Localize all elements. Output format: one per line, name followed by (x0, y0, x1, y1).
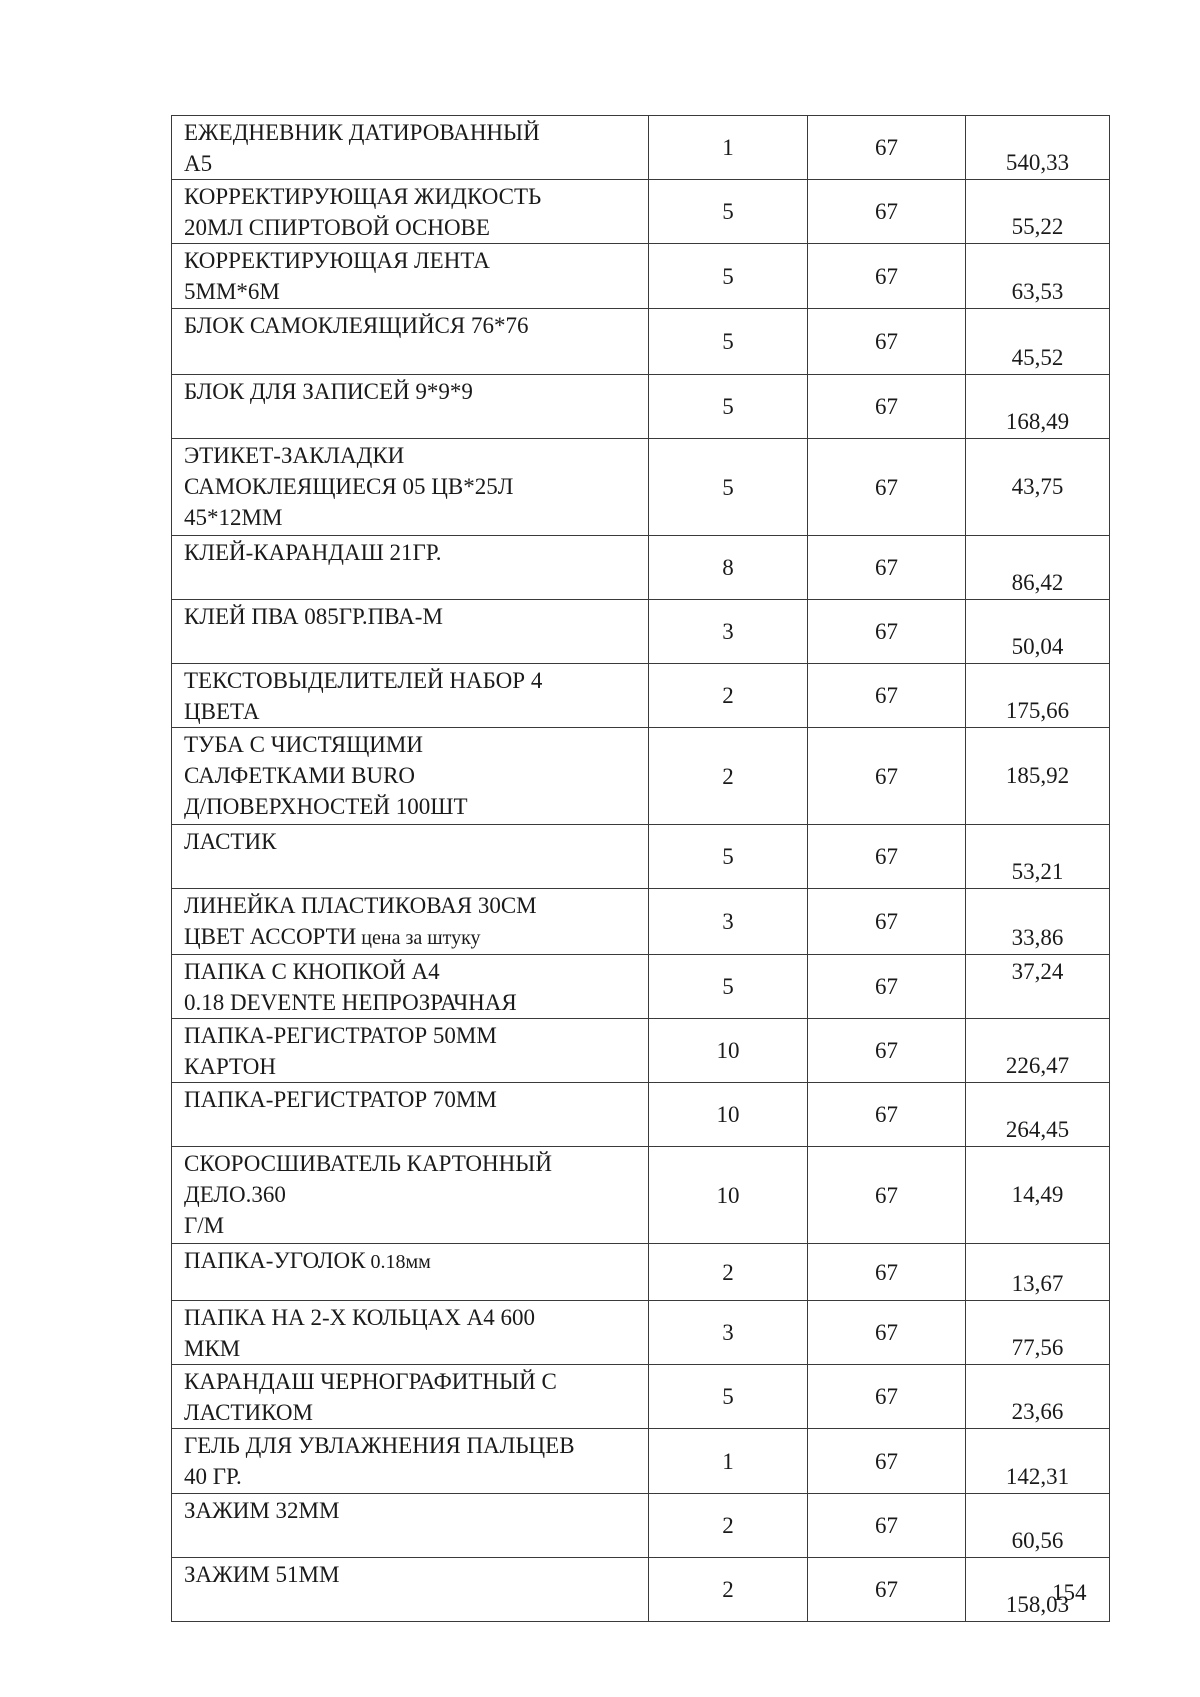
quantity-cell: 2 (649, 1244, 808, 1301)
table-row (172, 1429, 1110, 1494)
price-cell: 540,33 (966, 116, 1110, 180)
table-row (172, 1365, 1110, 1429)
code-cell: 67 (808, 116, 966, 180)
item-name-note: 0.18мм (365, 1251, 431, 1273)
table-row (172, 955, 1110, 1019)
code-cell: 67 (808, 664, 966, 728)
table-row (172, 309, 1110, 375)
table-row (172, 180, 1110, 244)
code-cell: 67 (808, 600, 966, 664)
price-cell: 50,04 (966, 600, 1110, 664)
table-row (172, 439, 1110, 536)
quantity-cell: 5 (649, 375, 808, 439)
item-name-line: ЛАСТИКОМ (184, 1400, 313, 1425)
price-cell: 226,47 (966, 1019, 1110, 1083)
price-cell: 60,56 (966, 1494, 1110, 1558)
item-name-text: ПАПКА-УГОЛОК (184, 1248, 366, 1273)
price-cell: 14,49 (966, 1147, 1110, 1244)
item-name-line: ПАПКА-РЕГИСТРАТОР 70ММ (184, 1087, 497, 1112)
table-row (172, 825, 1110, 889)
item-name-cell (172, 309, 649, 375)
item-name-line: КЛЕЙ-КАРАНДАШ 21ГР. (184, 540, 442, 565)
item-name-line (184, 1245, 642, 1278)
items-table-body (172, 116, 1110, 1622)
item-name-line (184, 1526, 642, 1557)
table-row (172, 1147, 1110, 1244)
item-name-cell (172, 180, 649, 244)
item-name-cell (172, 955, 649, 1019)
price-cell: 175,66 (966, 664, 1110, 728)
item-name-text: ЦВЕТ АССОРТИ (184, 924, 357, 949)
quantity-cell: 3 (649, 1301, 808, 1365)
item-name-cell (172, 1083, 649, 1147)
price-cell: 53,21 (966, 825, 1110, 889)
item-name-line (184, 568, 642, 599)
table-row (172, 600, 1110, 664)
item-name-line: 5ММ*6М (184, 279, 280, 304)
code-cell: 67 (808, 439, 966, 536)
price-cell: 63,53 (966, 244, 1110, 309)
item-name-cell (172, 1244, 649, 1301)
item-name-line: ЛИНЕЙКА ПЛАСТИКОВАЯ 30СМ (184, 893, 537, 918)
quantity-cell: 2 (649, 1558, 808, 1622)
item-name-cell (172, 825, 649, 889)
item-name-line: ТЕКСТОВЫДЕЛИТЕЛЕЙ НАБОР 4 (184, 668, 543, 693)
table-row (172, 1244, 1110, 1301)
item-name-line: 40 ГР. (184, 1464, 242, 1489)
item-name-line: ПАПКА С КНОПКОЙ А4 (184, 959, 440, 984)
quantity-cell: 1 (649, 1429, 808, 1494)
quantity-cell: 5 (649, 309, 808, 375)
item-name-line: ТУБА С ЧИСТЯЩИМИ (184, 732, 423, 757)
code-cell: 67 (808, 1244, 966, 1301)
quantity-cell: 10 (649, 1147, 808, 1244)
item-name-cell (172, 600, 649, 664)
item-name-cell (172, 1019, 649, 1083)
item-name-line: ЭТИКЕТ-ЗАКЛАДКИ (184, 443, 405, 468)
item-name-line (184, 921, 642, 954)
quantity-cell: 5 (649, 825, 808, 889)
table-row (172, 664, 1110, 728)
table-row (172, 1019, 1110, 1083)
item-name-cell (172, 536, 649, 600)
code-cell: 67 (808, 309, 966, 375)
code-cell: 67 (808, 1083, 966, 1147)
code-cell: 67 (808, 955, 966, 1019)
items-table (171, 115, 1110, 1622)
code-cell: 67 (808, 1494, 966, 1558)
price-cell: 33,86 (966, 889, 1110, 955)
quantity-cell: 5 (649, 244, 808, 309)
table-row (172, 375, 1110, 439)
price-cell: 23,66 (966, 1365, 1110, 1429)
item-name-line: КЛЕЙ ПВА 085ГР.ПВА-М (184, 604, 443, 629)
code-cell: 67 (808, 1558, 966, 1622)
item-name-cell (172, 1558, 649, 1622)
item-name-cell (172, 1147, 649, 1244)
item-name-cell (172, 375, 649, 439)
code-cell: 67 (808, 244, 966, 309)
quantity-cell: 1 (649, 116, 808, 180)
item-name-cell (172, 116, 649, 180)
price-cell: 13,67 (966, 1244, 1110, 1301)
item-name-cell (172, 1301, 649, 1365)
item-name-line: БЛОК ДЛЯ ЗАПИСЕЙ 9*9*9 (184, 379, 473, 404)
quantity-cell: 2 (649, 728, 808, 825)
item-name-line: 20МЛ СПИРТОВОЙ ОСНОВЕ (184, 215, 490, 240)
code-cell: 67 (808, 180, 966, 244)
table-row (172, 116, 1110, 180)
item-name-line (184, 632, 642, 663)
price-cell: 43,75 (966, 439, 1110, 536)
item-name-line: КОРРЕКТИРУЮЩАЯ ЖИДКОСТЬ (184, 184, 542, 209)
item-name-line: А5 (184, 151, 213, 176)
code-cell: 67 (808, 1301, 966, 1365)
item-name-cell (172, 1429, 649, 1494)
code-cell: 67 (808, 1019, 966, 1083)
price-cell: 168,49 (966, 375, 1110, 439)
item-name-line: ГЕЛЬ ДЛЯ УВЛАЖНЕНИЯ ПАЛЬЦЕВ (184, 1433, 575, 1458)
item-name-line: ЗАЖИМ 51ММ (184, 1562, 340, 1587)
item-name-line: КАРТОН (184, 1054, 276, 1079)
price-cell: 142,31 (966, 1429, 1110, 1494)
table-row (172, 1558, 1110, 1622)
code-cell: 67 (808, 1429, 966, 1494)
item-name-line: ПАПКА НА 2-Х КОЛЬЦАХ А4 600 (184, 1305, 535, 1330)
quantity-cell: 3 (649, 889, 808, 955)
item-name-line: МКМ (184, 1336, 241, 1361)
quantity-cell: 5 (649, 439, 808, 536)
quantity-cell: 10 (649, 1019, 808, 1083)
item-name-line: Д/ПОВЕРХНОСТЕЙ 100ШТ (184, 794, 468, 819)
price-cell: 37,24 (966, 955, 1110, 1019)
item-name-line (184, 857, 642, 888)
table-row (172, 244, 1110, 309)
item-name-line (184, 1590, 642, 1621)
code-cell: 67 (808, 825, 966, 889)
price-cell: 55,22 (966, 180, 1110, 244)
code-cell: 67 (808, 889, 966, 955)
item-name-line: ЛАСТИК (184, 829, 277, 854)
code-cell: 67 (808, 1365, 966, 1429)
quantity-cell: 3 (649, 600, 808, 664)
item-name-line: ДЕЛО.360 (184, 1182, 286, 1207)
item-name-line: ЗАЖИМ 32ММ (184, 1498, 340, 1523)
item-name-cell (172, 244, 649, 309)
item-name-line: КАРАНДАШ ЧЕРНОГРАФИТНЫЙ С (184, 1369, 557, 1394)
table-row (172, 1494, 1110, 1558)
table-row (172, 1083, 1110, 1147)
item-name-line (184, 1115, 642, 1146)
table-row (172, 889, 1110, 955)
page-number: 154 (1052, 1580, 1087, 1605)
item-name-cell (172, 1494, 649, 1558)
item-name-line: БЛОК САМОКЛЕЯЩИЙСЯ 76*76 (184, 313, 529, 338)
price-cell: 77,56 (966, 1301, 1110, 1365)
table-row (172, 728, 1110, 825)
price-cell: 158,03 (966, 1558, 1110, 1622)
code-cell: 67 (808, 728, 966, 825)
quantity-cell: 8 (649, 536, 808, 600)
code-cell: 67 (808, 1147, 966, 1244)
code-cell: 67 (808, 536, 966, 600)
price-cell: 185,92 (966, 728, 1110, 825)
item-name-line: СКОРОСШИВАТЕЛЬ КАРТОННЫЙ (184, 1151, 552, 1176)
price-cell: 45,52 (966, 309, 1110, 375)
item-name-line: Г/М (184, 1213, 225, 1238)
price-cell: 264,45 (966, 1083, 1110, 1147)
item-name-line (184, 341, 642, 372)
item-name-line: САЛФЕТКАМИ BURO (184, 763, 416, 788)
item-name-line: ЕЖЕДНЕВНИК ДАТИРОВАННЫЙ (184, 120, 540, 145)
table-row (172, 1301, 1110, 1365)
item-name-line: 45*12ММ (184, 505, 283, 530)
item-name-line: 0.18 DEVENTE НЕПРОЗРАЧНАЯ (184, 990, 517, 1015)
item-name-cell (172, 664, 649, 728)
item-name-line: ЦВЕТА (184, 699, 260, 724)
quantity-cell: 5 (649, 1365, 808, 1429)
item-name-cell (172, 1365, 649, 1429)
quantity-cell: 2 (649, 664, 808, 728)
table-row (172, 536, 1110, 600)
quantity-cell: 5 (649, 955, 808, 1019)
item-name-line: ПАПКА-РЕГИСТРАТОР 50ММ (184, 1023, 497, 1048)
price-cell: 86,42 (966, 536, 1110, 600)
item-name-line (184, 407, 642, 438)
quantity-cell: 2 (649, 1494, 808, 1558)
code-cell: 67 (808, 375, 966, 439)
item-name-line: КОРРЕКТИРУЮЩАЯ ЛЕНТА (184, 248, 490, 273)
item-name-note: цена за штуку (356, 927, 481, 949)
item-name-line: САМОКЛЕЯЩИЕСЯ 05 ЦВ*25Л (184, 474, 514, 499)
quantity-cell: 5 (649, 180, 808, 244)
quantity-cell: 10 (649, 1083, 808, 1147)
item-name-cell (172, 728, 649, 825)
item-name-cell (172, 439, 649, 536)
item-name-cell (172, 889, 649, 955)
